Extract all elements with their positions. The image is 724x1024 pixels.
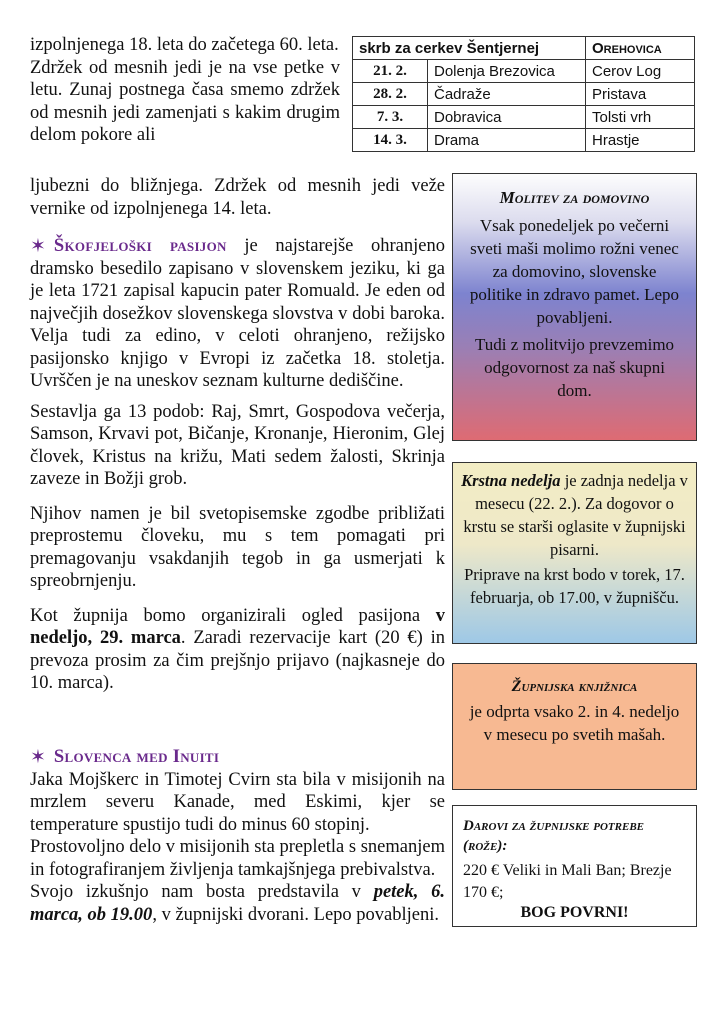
table-row [353,106,695,129]
slovenca-section [30,746,445,926]
intro-line1: izpolnjenega 18. leta do začetega 60. leta. [30,35,339,55]
darovi-text: 220 € Veliki in Mali Ban; Brezje 170 €; [463,862,672,901]
pasijon-title: Škofjeloški pasijon [53,236,227,256]
intro-continuation [30,175,445,220]
star-icon: ✶ [30,747,46,768]
slovenca-paragraph-1: Jaka Mojškerc in Timotej Cvirn sta bila v misijonih na mrzlem severu Kanade, med Eskimi, kjer se temperature spustijo tudi do minus 60 stopinj. [30,769,445,835]
row-date: 21. 2. [353,60,428,83]
molitev-text-2: Tudi z molitvijo prevzemimo odgovornost za naš skupni dom. [474,335,675,400]
intro-line2: Zdržek od mesnih jedi je na vse petke v letu. Zunaj postnega časa smemo zdržek od mesnih jedi zamenjati s kakim drugim delom pokore ali [30,57,340,145]
star-icon: ✶ [30,236,46,257]
darovi-title: Darovi za župnijske potrebe (rože): [463,818,645,854]
pasijon-paragraph-2: Sestavlja ga 13 podob: Raj, Smrt, Gospodova večerja, Samson, Krvavi pot, Bičanje, Kronanje, Hieronim, Glej človek, Kristus na križu, Mati sedem žalosti, Skrinja zaveze in Božji grob. [30,401,445,489]
slovenca-heading [30,746,445,769]
intro-line3: ljubezni do bližnjega. Zdržek od mesnih jedi veže vernike od izpolnjenega 14. leta. [30,176,445,219]
krstna-title: Krstna nedelja [461,471,561,490]
church-care-schedule [352,36,695,152]
table-row [353,129,695,152]
krstna-text-2: Priprave na krst bodo v torek, 17. februarja, ob 17.00, v župnišču. [464,565,685,607]
pasijon-section [30,235,445,695]
table-row [353,83,695,106]
table-row [353,60,695,83]
slovenca-date: petek, 6. marca, ob 19.00 [30,882,445,925]
row-place: Čadraže [428,83,586,106]
krstna-text-1 [461,469,688,561]
slovenca-text-3b: , v župnijski dvorani. Lepo povabljeni. [152,904,440,925]
row-other: Hrastje [586,129,695,152]
slovenca-text-3a: Svojo izkušnjo nam bosta predstavila v [30,882,374,902]
pasijon-text-4a: Kot župnija bomo organizirali ogled pasijona [30,605,436,626]
molitev-title: Molitev za domovino [499,188,650,207]
row-date: 28. 2. [353,83,428,106]
krstna-text-1-rest: je zadnja nedelja v mesecu (22. 2.). Za dogovor o krstu se starši oglasite v župnijski pisarni. [463,471,688,559]
knjiznica-title: Župnijska knjižnica [511,678,638,695]
molitev-box [452,173,697,441]
pasijon-paragraph-1 [30,235,445,393]
molitev-text-1: Vsak ponedeljek po večerni sveti maši molimo rožni venec za domovino, slovenske politike in zdravo pamet. Lepo povabljeni. [469,216,680,327]
pasijon-paragraph-3: Njihov namen je bil svetopisemske zgodbe približati preprostemu človeku, mu s tem pomagati pri premagovanju vsakdanjih tegob in ga usmerjati k spreobrnjenju. [30,503,445,591]
schedule-header-left: skrb za cerkev Šentjernej [353,37,586,60]
pasijon-paragraph-4 [30,605,445,695]
slovenca-paragraph-2: Prostovoljno delo v misijonih sta prepletla s snemanjem in fotografiranjem življenja tamkajšnjega prebivalstva. [30,837,445,880]
row-date: 7. 3. [353,106,428,129]
pasijon-text-1: je najstarejše ohranjeno dramsko besedilo zapisano v slovenskem jeziku, ki ga je leta 1721 zapisal kapucin pater Romuald. Je eden od največjih dosežkov slovenskega slovstva v dobi baroka. Velja tudi za edino, v celoti ohranjeno, režijsko pasijonsko knjigo v Evropi iz začetka 18. stoletja. Uvrščen je na uneskov seznam kulturne dediščine. [30,236,445,391]
row-other: Pristava [586,83,695,106]
pasijon-date: v nedeljo, 29. marca [30,605,445,648]
pasijon-text-4b: . Zaradi rezervacije kart (20 €) in prevoza prosim za čim prejšnjo prijavo (najkasneje do 10. marca). [30,628,445,693]
darovi-box [452,805,697,927]
krstna-box [452,462,697,644]
row-other: Cerov Log [586,60,695,83]
knjiznica-text: je odprta vsako 2. in 4. nedeljo v mesecu po svetih mašah. [469,702,680,744]
row-date: 14. 3. [353,129,428,152]
intro-paragraph [30,34,340,147]
schedule-header [353,37,695,60]
row-place: Drama [428,129,586,152]
schedule-header-right: Orehovica [586,37,695,60]
row-other: Tolsti vrh [586,106,695,129]
row-place: Dobravica [428,106,586,129]
slovenca-paragraph-3 [30,881,445,926]
knjiznica-box [452,663,697,790]
row-place: Dolenja Brezovica [428,60,586,83]
darovi-closing: BOG POVRNI! [520,904,629,921]
slovenca-title: Slovenca med Inuiti [53,747,220,767]
